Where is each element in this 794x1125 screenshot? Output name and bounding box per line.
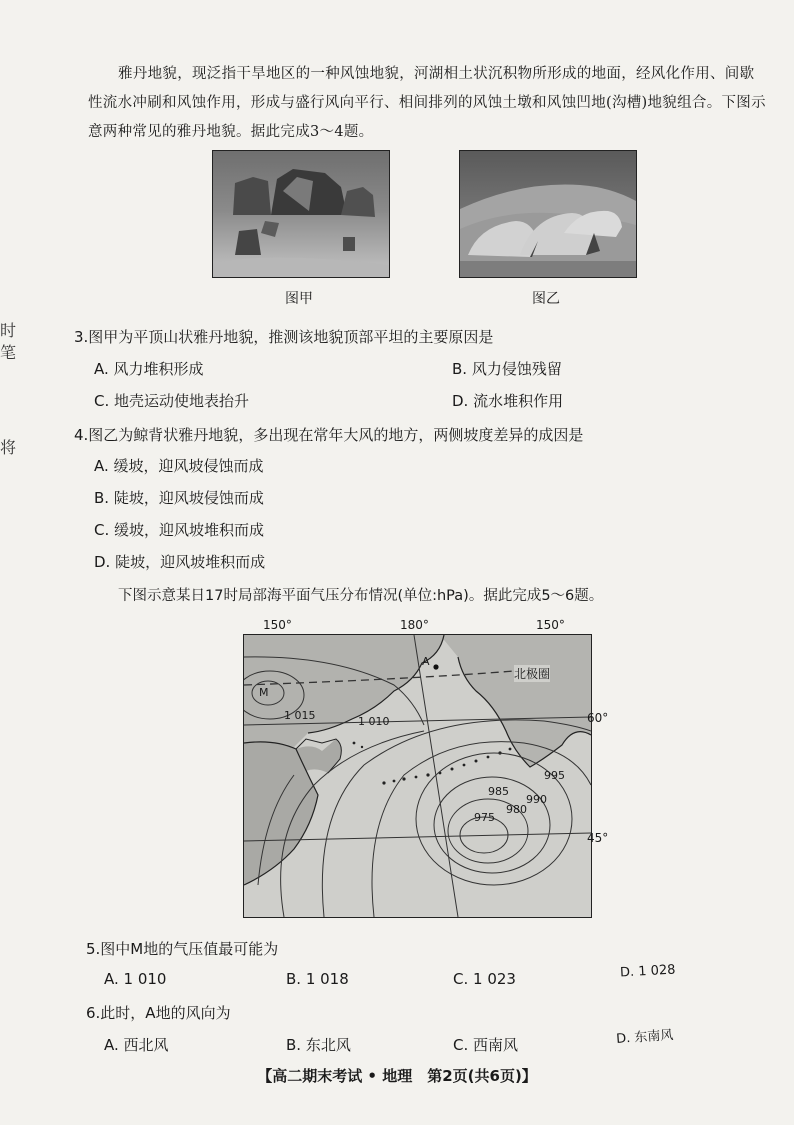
isobar-label-975: 975 <box>474 811 495 824</box>
map-intro: 下图示意某日17时局部海平面气压分布情况(单位:hPa)。据此完成5～6题。 <box>118 588 604 604</box>
question-5-option-d[interactable]: D. 1 028 <box>619 962 676 981</box>
page-footer: 【高二期末考试 • 地理 第2页(共6页)】 <box>257 1067 537 1085</box>
isobar-label-1010: 1 010 <box>358 715 390 728</box>
isobar-label-995: 995 <box>544 769 565 782</box>
isobar-label-985: 985 <box>488 785 509 798</box>
question-4-option-c[interactable]: C. 缓坡，迎风坡堆积而成 <box>94 521 265 539</box>
photo-jia <box>212 150 390 278</box>
question-3-option-d[interactable]: D. 流水堆积作用 <box>452 392 564 410</box>
question-3-option-c[interactable]: C. 地壳运动使地表抬升 <box>94 392 250 410</box>
question-6-option-d[interactable]: D. 东南风 <box>615 1028 674 1047</box>
margin-char: 笔 <box>0 343 17 362</box>
question-6-option-c[interactable]: C. 西南风 <box>453 1036 519 1054</box>
intro-paragraph: 雅丹地貌，现泛指干旱地区的一种风蚀地貌，河湖相土状沉积物所形成的地面，经风化作用、间歇性流水冲刷和风蚀作用，形成与盛行风向平行、相间排列的风蚀土墩和风蚀凹地(沟槽)地貌组合。下图示意两种常见的雅丹地貌。据此完成3～4题。 <box>88 66 766 140</box>
isobar-label-990: 990 <box>526 793 547 806</box>
margin-char: 将 <box>0 438 17 457</box>
question-4-option-a[interactable]: A. 缓坡，迎风坡侵蚀而成 <box>94 457 264 475</box>
question-3-option-a[interactable]: A. 风力堆积形成 <box>94 360 204 378</box>
isobar-label-1015: 1 015 <box>284 709 316 722</box>
question-6-stem: 6.此时，A地的风向为 <box>86 1004 231 1022</box>
point-m-label: M <box>259 686 269 699</box>
figure-caption-jia: 图甲 <box>285 291 313 307</box>
arctic-circle-label: 北极圈 <box>514 667 551 681</box>
isobar-label-980: 980 <box>506 803 527 816</box>
figure-caption-yi: 图乙 <box>532 291 560 307</box>
pressure-map <box>243 634 592 918</box>
margin-char: 时 <box>0 321 17 340</box>
question-6-option-b[interactable]: B. 东北风 <box>286 1036 351 1054</box>
photo-yi <box>459 150 637 278</box>
lon-label-150w: 150° <box>263 618 292 632</box>
question-3-option-b[interactable]: B. 风力侵蚀残留 <box>452 360 562 378</box>
question-5-option-c[interactable]: C. 1 023 <box>453 970 516 988</box>
question-4-option-d[interactable]: D. 陡坡，迎风坡堆积而成 <box>94 553 266 571</box>
question-5-stem: 5.图中M地的气压值最可能为 <box>86 940 279 958</box>
lat-label-45: 45° <box>587 831 609 845</box>
question-3-stem: 3.图甲为平顶山状雅丹地貌，推测该地貌顶部平坦的主要原因是 <box>74 328 494 346</box>
question-5-option-a[interactable]: A. 1 010 <box>104 970 167 988</box>
lon-label-150e: 150° <box>536 618 565 632</box>
question-4-option-b[interactable]: B. 陡坡，迎风坡侵蚀而成 <box>94 489 264 507</box>
question-4-stem: 4.图乙为鲸背状雅丹地貌，多出现在常年大风的地方，两侧坡度差异的成因是 <box>74 426 584 444</box>
question-6-option-a[interactable]: A. 西北风 <box>104 1036 169 1054</box>
lat-label-60: 60° <box>587 711 609 725</box>
question-5-option-b[interactable]: B. 1 018 <box>286 970 349 988</box>
point-a-label: A <box>422 655 430 668</box>
lon-label-180: 180° <box>400 618 429 632</box>
